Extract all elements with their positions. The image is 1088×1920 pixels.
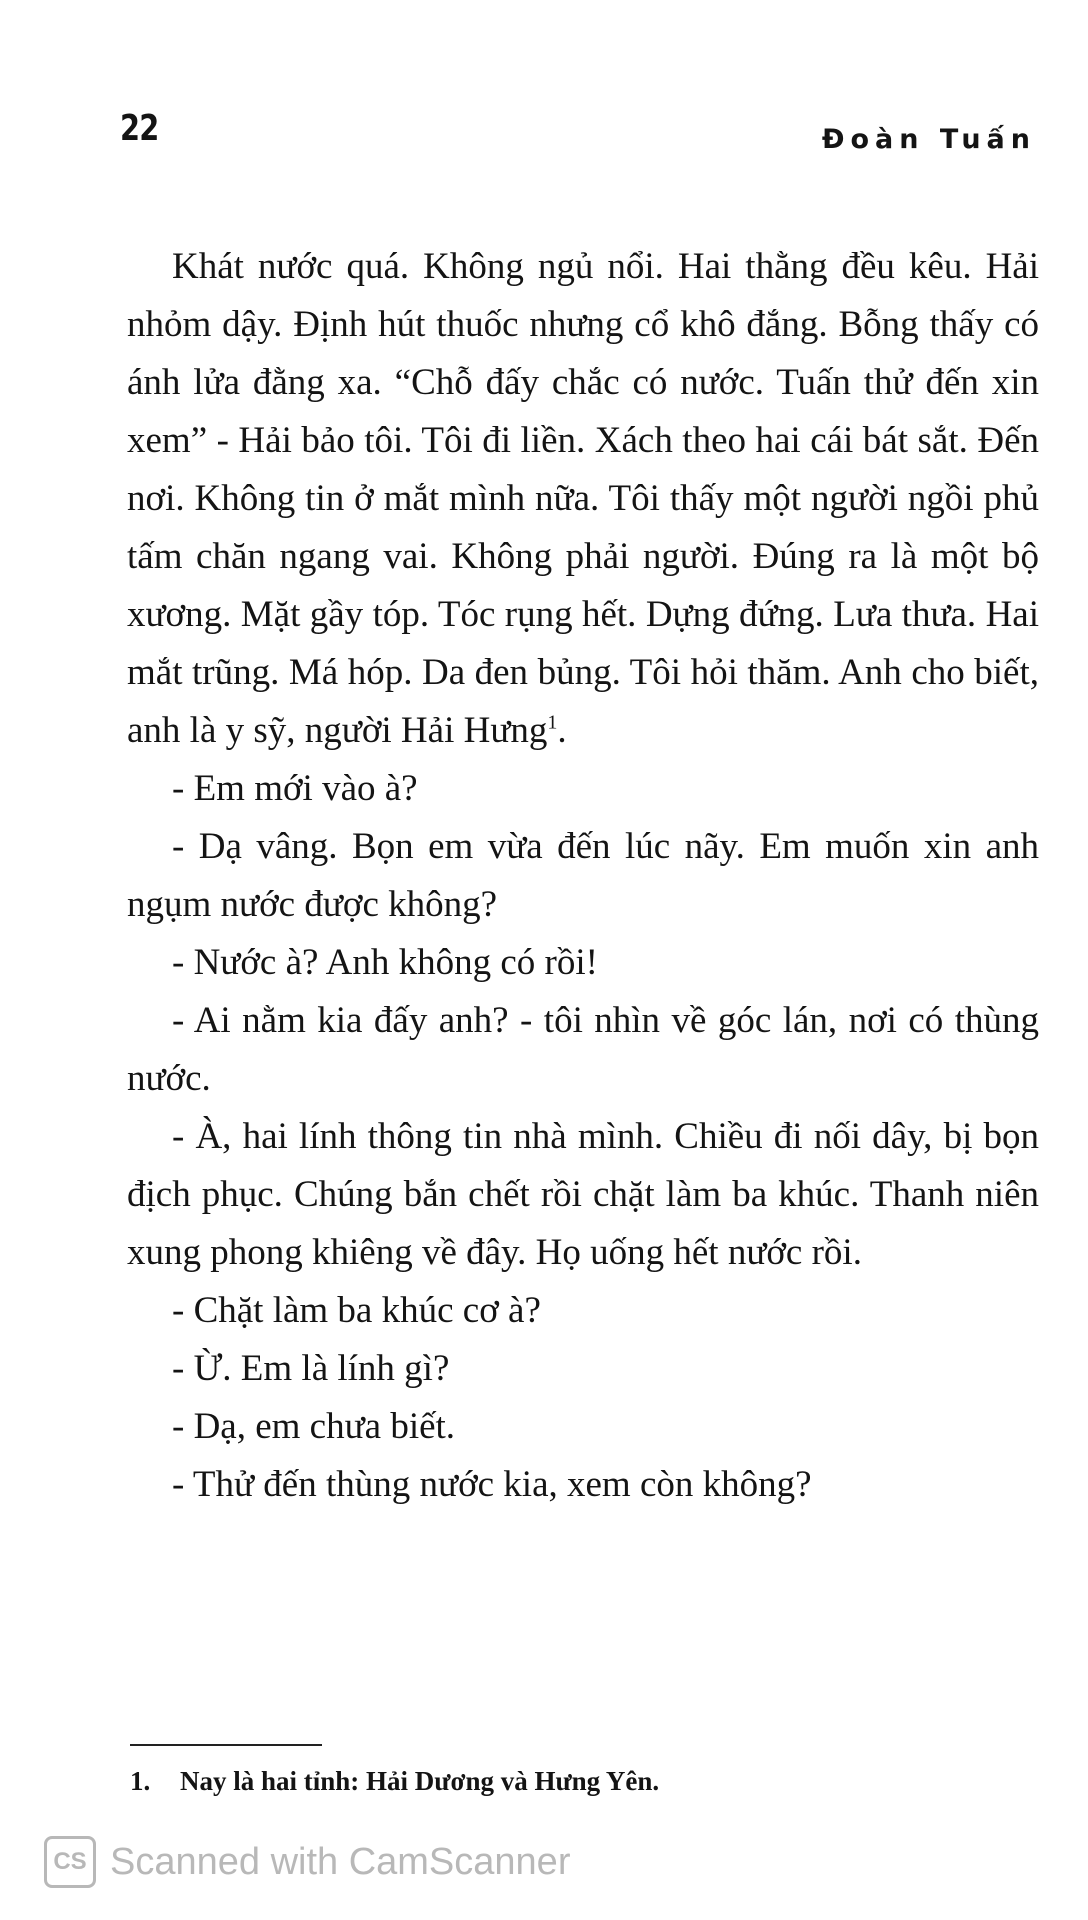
footnote-text: Nay là hai tỉnh: Hải Dương và Hưng Yên. xyxy=(180,1766,660,1796)
body-text xyxy=(127,238,1039,1514)
watermark-text: Scanned with CamScanner xyxy=(110,1840,571,1883)
paragraph-end: . xyxy=(557,710,567,751)
page-number: 22 xyxy=(120,108,159,149)
footnote-reference: 1 xyxy=(547,711,558,734)
dialogue-line: - Dạ vâng. Bọn em vừa đến lúc nãy. Em muốn xin anh ngụm nước được không? xyxy=(127,826,1039,925)
camscanner-watermark xyxy=(44,1836,570,1888)
footnote-number: 1. xyxy=(130,1766,151,1796)
running-head-author: Đoàn Tuấn xyxy=(821,124,1036,155)
dialogue-line: - Ai nằm kia đấy anh? - tôi nhìn về góc lán, nơi có thùng nước. xyxy=(127,1000,1039,1099)
dialogue-line: - Nước à? Anh không có rồi! xyxy=(172,942,598,983)
dialogue-line: - Chặt làm ba khúc cơ à? xyxy=(172,1290,541,1331)
paragraph xyxy=(127,238,1039,760)
paragraph-text: Khát nước quá. Không ngủ nổi. Hai thằng đều kêu. Hải nhỏm dậy. Định hút thuốc nhưng cổ khô đắng. Bỗng thấy có ánh lửa đằng xa. “Chỗ đấy chắc có nước. Tuấn thử đến xin xem” - Hải bảo tôi. Tôi đi liền. Xách theo hai cái bát sắt. Đến nơi. Không tin ở mắt mình nữa. Tôi thấy một người ngồi phủ tấm chăn ngang vai. Không phải người. Đúng ra là một bộ xương. Mặt gầy tóp. Tóc rụng hết. Dựng đứng. Lưa thưa. Hai mắt trũng. Má hóp. Da đen bủng. Tôi hỏi thăm. Anh cho biết, anh là y sỹ, người Hải Hưng xyxy=(127,246,1039,751)
dialogue-line: - Em mới vào à? xyxy=(172,768,418,809)
footnote xyxy=(130,1766,659,1797)
dialogue-line: - Dạ, em chưa biết. xyxy=(172,1406,456,1447)
dialogue-line: - À, hai lính thông tin nhà mình. Chiều đi nối dây, bị bọn địch phục. Chúng bắn chết rồi chặt làm ba khúc. Thanh niên xung phong khiêng về đây. Họ uống hết nước rồi. xyxy=(127,1116,1039,1273)
dialogue-line: - Thử đến thùng nước kia, xem còn không? xyxy=(172,1464,812,1505)
camscanner-logo-icon: CS xyxy=(44,1836,96,1888)
footnote-divider xyxy=(130,1744,322,1746)
dialogue-line: - Ừ. Em là lính gì? xyxy=(172,1348,450,1389)
